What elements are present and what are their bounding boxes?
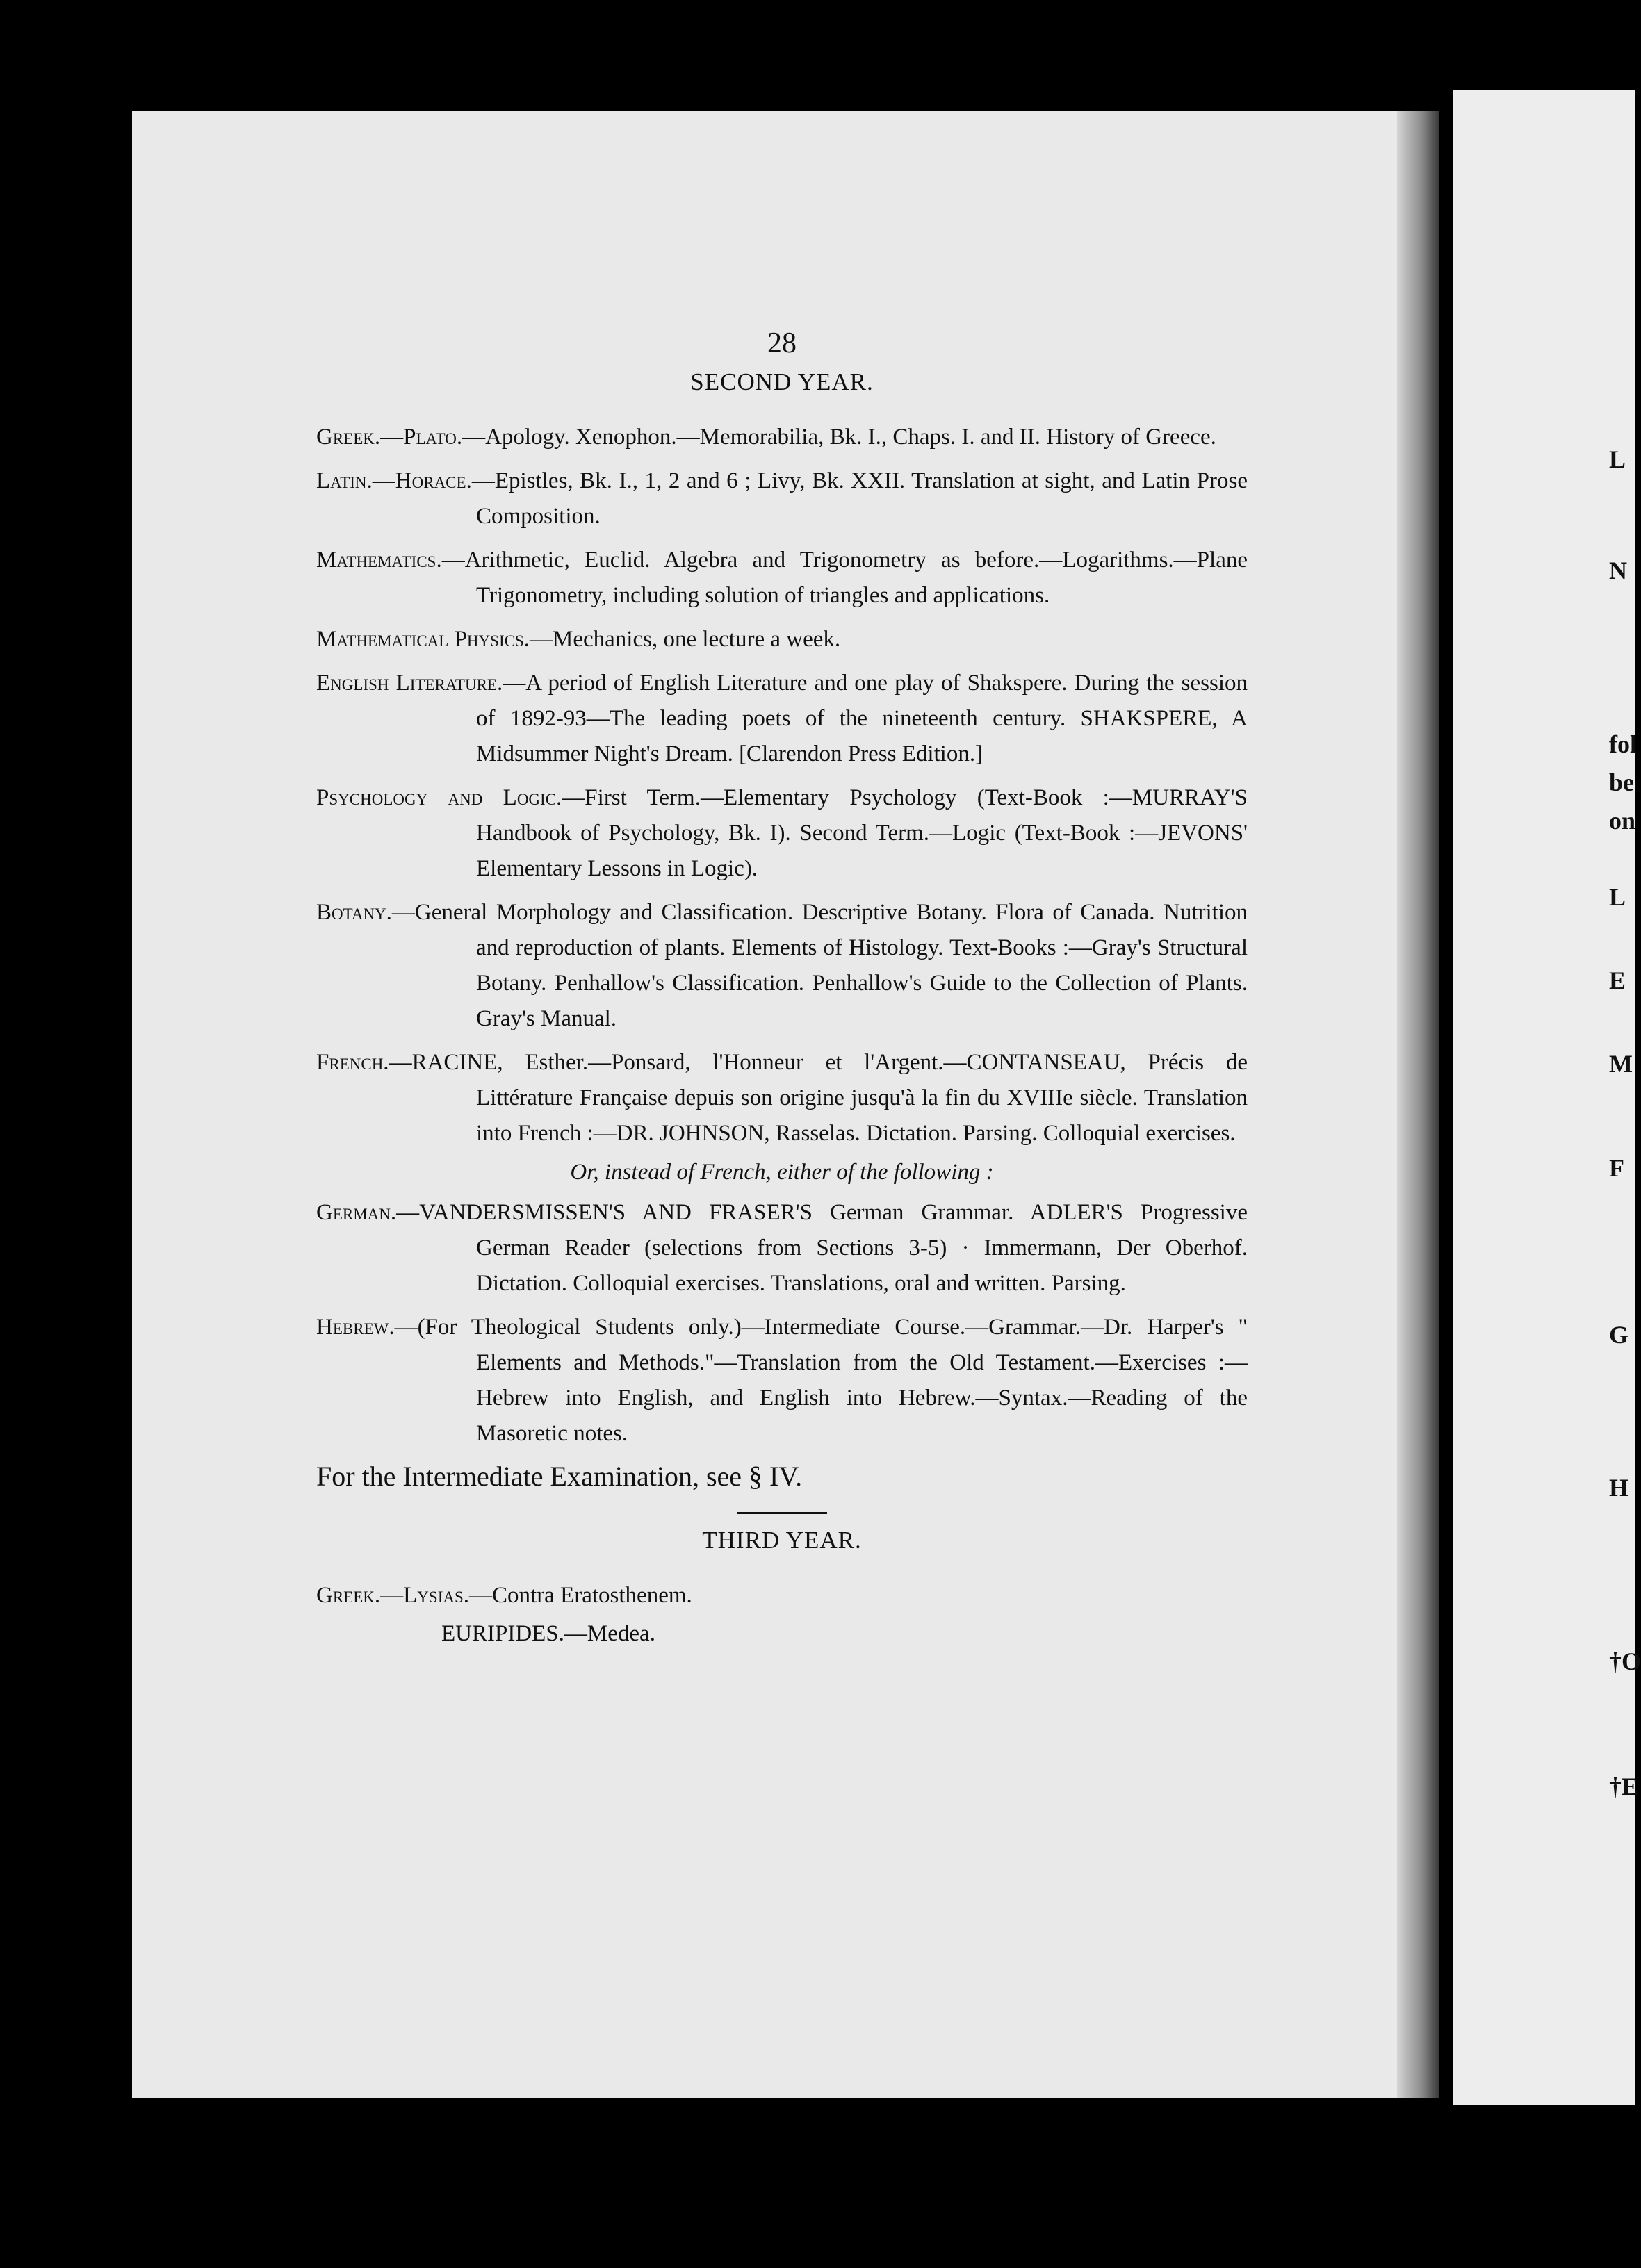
page-number: 28	[767, 327, 797, 359]
course-text: —First Term.—Elementary Psychology (Text-Book :—MURRAY'S Handbook of Psychology, Bk. I). Second Term.—Logic (Text-Book :—JEVONS' Elementary Lessons in Logic).	[476, 785, 1248, 881]
course-text: —VANDERSMISSEN'S AND FRASER'S German Grammar. ADLER'S Progressive German Reader (selections from Sections 3-5) · Immermann, Der Oberhof. Dictation. Colloquial exercises. Translations, oral and written. Parsing.	[396, 1200, 1248, 1296]
facing-fragment: E	[1609, 967, 1626, 994]
course-text: —General Morphology and Classification. Descriptive Botany. Flora of Canada. Nutrition and reproduction of plants. Elements of Histology. Text-Books :—Gray's Structural Botany. Penhallow's Classification. Penhallow's Guide to the Collection of Plants. Gray's Manual.	[391, 900, 1248, 1031]
facing-fragment: N	[1609, 557, 1627, 584]
course-hebrew	[316, 1310, 1248, 1452]
course-text: —Apology. Xenophon.—Memorabilia, Bk. I., Chaps. I. and II. History of Greece.	[462, 425, 1216, 450]
course-text: —Mechanics, one lecture a week.	[530, 627, 841, 652]
facing-fragment: F	[1609, 1154, 1624, 1182]
facing-fragment: L	[1609, 883, 1626, 911]
third-year-heading: THIRD YEAR.	[702, 1527, 862, 1554]
facing-fragment: on	[1609, 807, 1636, 835]
course-english-literature	[316, 666, 1248, 772]
course-subject: Latin.—Horace.	[316, 468, 472, 493]
course-subject: Greek.—Plato.	[316, 425, 463, 450]
course-subject: Hebrew.	[316, 1315, 395, 1340]
course-text: —Contra Eratosthenem.	[469, 1583, 692, 1608]
course-french	[316, 1045, 1248, 1151]
facing-fragment: †O	[1609, 1647, 1641, 1675]
course-text: —Epistles, Bk. I., 1, 2 and 6 ; Livy, Bk. XXII. Translation at sight, and Latin Prose Composition.	[471, 468, 1248, 529]
course-greek-third-year-euripides: EURIPIDES.—Medea.	[441, 1621, 655, 1646]
facing-fragment: H	[1609, 1474, 1629, 1502]
course-german	[316, 1195, 1248, 1301]
facing-fragment: fol	[1609, 730, 1637, 758]
intermediate-exam-note: For the Intermediate Examination, see § IV.	[316, 1461, 803, 1492]
book-spine	[1397, 111, 1439, 2098]
course-latin	[316, 463, 1248, 534]
course-mathematical-physics	[316, 622, 1248, 657]
course-text: —RACINE, Esther.—Ponsard, l'Honneur et l'Argent.—CONTANSEAU, Précis de Littérature Française depuis son origine jusqu'à la fin du XVIIIe siècle. Translation into French :—DR. JOHNSON, Rasselas. Dictation. Parsing. Colloquial exercises.	[389, 1050, 1248, 1146]
facing-fragment: G	[1609, 1321, 1629, 1349]
course-subject: Mathematics.	[316, 548, 442, 573]
course-greek	[316, 420, 1248, 455]
course-subject: English Literature.	[316, 671, 503, 696]
facing-fragment: †E	[1609, 1773, 1639, 1800]
course-subject: Psychology and Logic.	[316, 785, 562, 810]
section-divider	[737, 1512, 827, 1514]
course-mathematics	[316, 543, 1248, 614]
facing-fragment: be	[1609, 769, 1634, 796]
course-botany	[316, 895, 1248, 1037]
course-subject: French.	[316, 1050, 389, 1075]
second-year-heading: SECOND YEAR.	[690, 368, 874, 395]
course-text: —A period of English Literature and one play of Shakspere. During the session of 1892-93—The leading poets of the nineteenth century. SHAKSPERE, A Midsummer Night's Dream. [Clarendon Press Edition.]	[476, 671, 1248, 766]
course-greek-third-year	[316, 1578, 1248, 1613]
alternative-note: Or, instead of French, either of the following :	[570, 1160, 994, 1185]
course-text: —Arithmetic, Euclid. Algebra and Trigonometry as before.—Logarithms.—Plane Trigonometry, including solution of triangles and applications.	[441, 548, 1248, 608]
course-subject: Greek.—Lysias.	[316, 1583, 470, 1608]
facing-fragment: L	[1609, 445, 1626, 473]
course-text: —(For Theological Students only.)—Intermediate Course.—Grammar.—Dr. Harper's " Elements and Methods."—Translation from the Old Testament.—Exercises :—Hebrew into English, and English into Hebrew.—Syntax.—Reading of the Masoretic notes.	[394, 1315, 1248, 1446]
facing-page	[1453, 90, 1641, 2105]
facing-fragment: M	[1609, 1050, 1633, 1078]
course-psychology-logic	[316, 780, 1248, 887]
course-subject: German.	[316, 1200, 397, 1225]
course-subject: Mathematical Physics.	[316, 627, 530, 652]
course-subject: Botany.	[316, 900, 392, 925]
page-content	[316, 327, 1248, 1660]
